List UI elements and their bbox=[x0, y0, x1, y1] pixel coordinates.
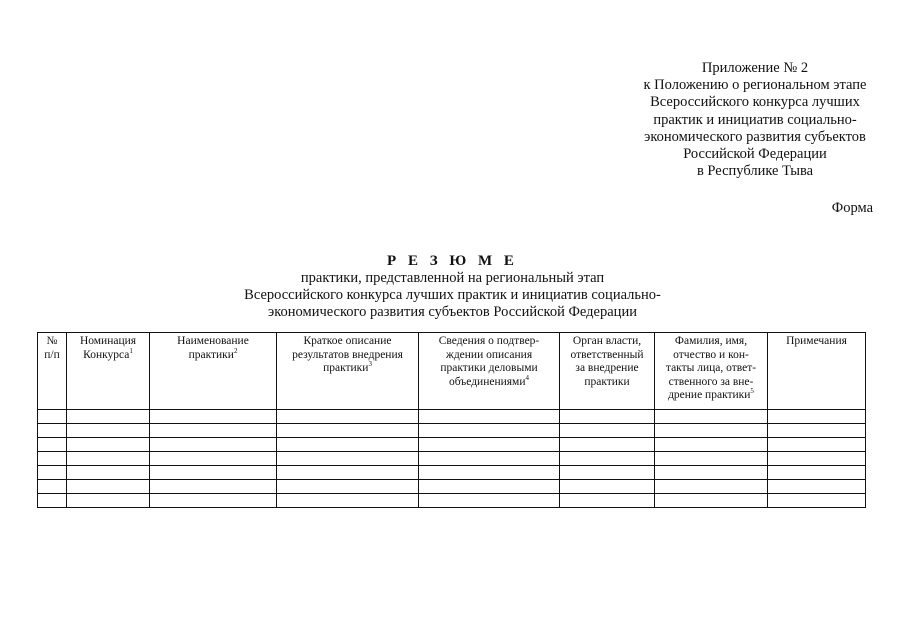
appendix-line: Всероссийского конкурса лучших bbox=[650, 94, 860, 111]
heading-line: практики, представленной на региональный этап bbox=[300, 270, 605, 286]
header-text: ждении описания bbox=[445, 348, 533, 361]
appendix-line: экономического развития субъектов bbox=[644, 128, 866, 145]
table-cell bbox=[67, 424, 150, 438]
footnote-marker: 3 bbox=[368, 360, 372, 369]
header-text: п/п bbox=[44, 348, 60, 361]
header-text: отчество и кон- bbox=[673, 348, 749, 361]
table-cell bbox=[67, 466, 150, 480]
table-row bbox=[38, 438, 866, 452]
column-header-business-confirmation bbox=[419, 333, 560, 410]
footnote-marker: 4 bbox=[525, 373, 529, 382]
header-text: практики bbox=[323, 362, 369, 374]
table-cell bbox=[38, 494, 67, 508]
table-cell bbox=[768, 424, 866, 438]
document-title: Р Е З Ю М Е bbox=[387, 253, 518, 269]
table-cell bbox=[67, 480, 150, 494]
table-cell bbox=[655, 438, 768, 452]
table-cell bbox=[655, 480, 768, 494]
table-cell bbox=[150, 438, 277, 452]
header-text: Фамилия, имя, bbox=[674, 335, 748, 347]
table-cell bbox=[38, 452, 67, 466]
heading-line: экономического развития субъектов Российской Федерации bbox=[268, 304, 637, 320]
table-cell bbox=[560, 424, 655, 438]
table-cell bbox=[768, 438, 866, 452]
table-cell bbox=[655, 452, 768, 466]
table-cell bbox=[768, 480, 866, 494]
appendix-line: практик и инициатив социально- bbox=[653, 111, 857, 128]
appendix-block bbox=[600, 60, 905, 180]
table-row bbox=[38, 466, 866, 480]
table-cell bbox=[277, 466, 419, 480]
header-text: за внедрение bbox=[575, 362, 639, 374]
header-text: Орган власти, bbox=[572, 335, 642, 347]
column-header-nomination bbox=[67, 333, 150, 410]
table-cell bbox=[150, 494, 277, 508]
header-text: практики bbox=[188, 348, 234, 361]
header-text: Наименование bbox=[177, 335, 249, 347]
table-cell bbox=[67, 438, 150, 452]
header-text: Сведения о подтвер- bbox=[438, 335, 540, 347]
table-cell bbox=[277, 410, 419, 424]
column-header-authority bbox=[560, 333, 655, 410]
document-heading bbox=[0, 252, 905, 321]
header-text: ответственный bbox=[570, 348, 644, 361]
table-cell bbox=[150, 480, 277, 494]
header-text: Номинация bbox=[79, 335, 137, 347]
table-cell bbox=[560, 410, 655, 424]
table-cell bbox=[419, 410, 560, 424]
header-text: такты лица, ответ- bbox=[665, 362, 757, 374]
appendix-line: к Положению о региональном этапе bbox=[643, 77, 867, 94]
table-cell bbox=[768, 466, 866, 480]
table-row bbox=[38, 452, 866, 466]
column-header-practice-name bbox=[150, 333, 277, 410]
table-cell bbox=[150, 410, 277, 424]
table-cell bbox=[277, 452, 419, 466]
table-cell bbox=[38, 438, 67, 452]
table-cell bbox=[655, 466, 768, 480]
table-cell bbox=[277, 424, 419, 438]
header-text: Конкурса bbox=[83, 348, 130, 361]
table-cell bbox=[419, 480, 560, 494]
table-cell bbox=[419, 424, 560, 438]
header-text: результатов внедрения bbox=[292, 348, 403, 361]
heading-line: Всероссийского конкурса лучших практик и инициатив социально- bbox=[244, 287, 661, 303]
table-cell bbox=[768, 494, 866, 508]
table-cell bbox=[419, 466, 560, 480]
table-cell bbox=[419, 494, 560, 508]
table-cell bbox=[277, 438, 419, 452]
table-cell bbox=[150, 424, 277, 438]
table-header-row bbox=[38, 333, 866, 410]
table-cell bbox=[38, 480, 67, 494]
table-cell bbox=[419, 438, 560, 452]
table-cell bbox=[419, 452, 560, 466]
table-body bbox=[38, 410, 866, 508]
table-row bbox=[38, 494, 866, 508]
appendix-line: Приложение № 2 bbox=[701, 60, 809, 76]
table-cell bbox=[655, 410, 768, 424]
appendix-line: в Республике Тыва bbox=[696, 163, 814, 180]
table-cell bbox=[560, 438, 655, 452]
header-text: объединениями bbox=[448, 375, 526, 388]
table-cell bbox=[655, 424, 768, 438]
column-header-number bbox=[38, 333, 67, 410]
table-cell bbox=[768, 452, 866, 466]
table-cell bbox=[38, 410, 67, 424]
header-text: Примечания bbox=[786, 335, 847, 347]
table-cell bbox=[150, 466, 277, 480]
table-cell bbox=[67, 452, 150, 466]
resume-table bbox=[37, 332, 866, 508]
table-cell bbox=[67, 494, 150, 508]
column-header-notes bbox=[768, 333, 866, 410]
table-cell bbox=[38, 466, 67, 480]
header-text: № bbox=[46, 335, 58, 347]
header-text: ственного за вне- bbox=[668, 375, 754, 388]
form-label: Форма bbox=[831, 200, 873, 216]
column-header-responsible-person bbox=[655, 333, 768, 410]
appendix-line: Российской Федерации bbox=[683, 146, 827, 163]
table-row bbox=[38, 480, 866, 494]
table-row bbox=[38, 410, 866, 424]
header-text: Краткое описание bbox=[303, 335, 392, 347]
table-cell bbox=[560, 452, 655, 466]
table-cell bbox=[560, 494, 655, 508]
footnote-marker: 2 bbox=[233, 346, 238, 355]
table-cell bbox=[768, 410, 866, 424]
header-text: дрение практики bbox=[668, 389, 751, 401]
footnote-marker: 1 bbox=[129, 346, 133, 355]
header-text: практики деловыми bbox=[440, 362, 538, 374]
column-header-results-summary bbox=[277, 333, 419, 410]
table-cell bbox=[67, 410, 150, 424]
table-cell bbox=[38, 424, 67, 438]
table-cell bbox=[655, 494, 768, 508]
table-cell bbox=[277, 494, 419, 508]
table-cell bbox=[560, 480, 655, 494]
table-cell bbox=[277, 480, 419, 494]
table-row bbox=[38, 424, 866, 438]
header-text: практики bbox=[584, 375, 630, 388]
footnote-marker: 5 bbox=[750, 387, 754, 396]
table-cell bbox=[150, 452, 277, 466]
table-cell bbox=[560, 466, 655, 480]
